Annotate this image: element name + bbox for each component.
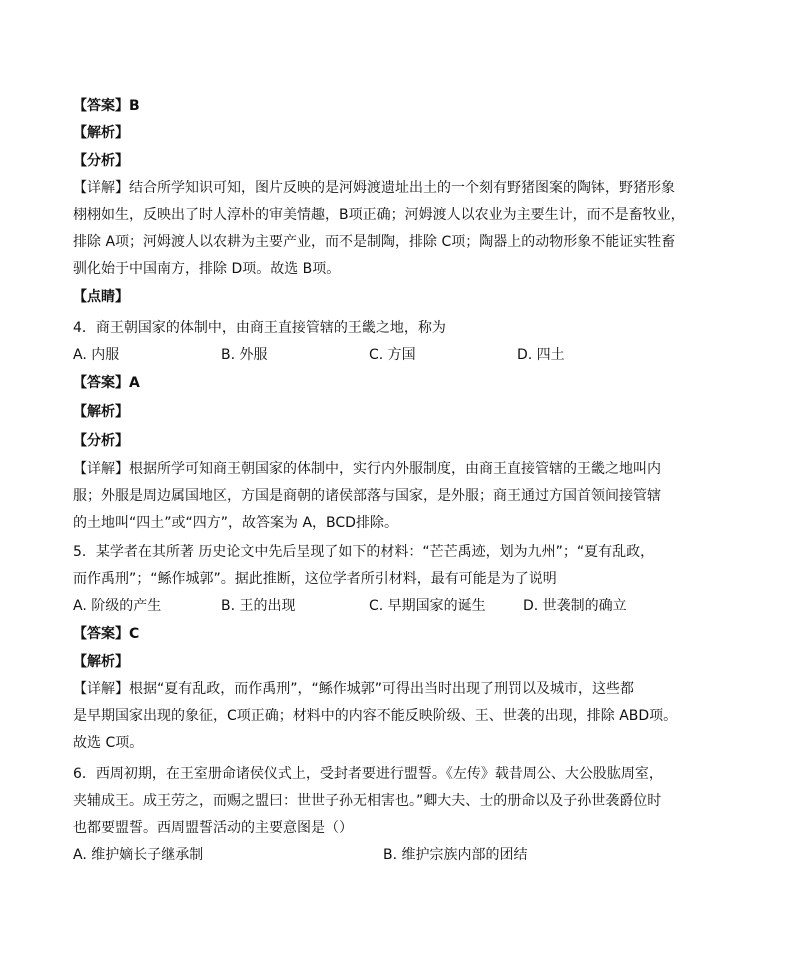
q4-answer: 【答案】A — [73, 375, 140, 391]
q5-stem-line: 而作禹刑”；“鲧作城郭”。据此推断，这位学者所引材料，最有可能是为了说明 — [73, 571, 557, 587]
q3-dianjing-heading: 【点睛】 — [73, 289, 129, 305]
q4-detail-line: 的土地叫“四土”或“四方”，故答案为 A，BCD排除。 — [73, 515, 398, 531]
q5-detail-line: 是早期国家出现的象征，C项正确；材料中的内容不能反映阶级、王、世袭的出现，排除 ABD项。 — [73, 708, 678, 724]
q6-stem-line: 也都要盟誓。西周盟誓活动的主要意图是（） — [73, 820, 353, 836]
q6-stem-line: 6．西周初期，在王室册命诸侯仪式上，受封者要进行盟誓。《左传》载昔周公、大公股肱周室， — [73, 766, 663, 782]
q4-option-d: D. 四土 — [517, 347, 565, 363]
q3-detail-line: 【详解】结合所学知识可知，图片反映的是河姆渡遗址出土的一个刻有野猪图案的陶钵，野猪形象 — [73, 180, 675, 196]
q3-detail-line: 栩栩如生，反映出了时人淳朴的审美情趣，B项正确；河姆渡人以农业为主要生计，而不是畜牧业， — [73, 207, 685, 223]
q5-detail-line: 故选 C项。 — [73, 735, 144, 751]
q5-answer: 【答案】C — [73, 626, 140, 642]
q6-option-a: A. 维护嫡长子继承制 — [73, 847, 204, 863]
q3-detail-line: 排除 A项；河姆渡人以农耕为主要产业，而不是制陶，排除 C项；陶器上的动物形象不能证实牲畜 — [73, 234, 676, 250]
q3-answer: 【答案】B — [73, 98, 140, 114]
q5-detail-line: 【详解】根据“夏有乱政，而作禹刑”，“鲧作城郭”可得出当时出现了刑罚以及城市，这些都 — [73, 681, 635, 697]
q4-option-b: B. 外服 — [221, 347, 268, 363]
q4-detail-line: 【详解】根据所学可知商王朝国家的体制中，实行内外服制度，由商王直接管辖的王畿之地叫内 — [73, 461, 661, 477]
q6-option-b: B. 维护宗族内部的团结 — [383, 847, 528, 863]
q4-fenxi-heading: 【分析】 — [73, 433, 129, 449]
q5-option-a: A. 阶级的产生 — [73, 598, 162, 614]
q5-analysis-heading: 【解析】 — [73, 654, 129, 670]
q5-option-c: C. 早期国家的诞生 — [369, 598, 486, 614]
q4-detail-line: 服；外服是周边属国地区，方国是商朝的诸侯部落与国家，是外服；商王通过方国首领间接管辖 — [73, 488, 661, 504]
q4-analysis-heading: 【解析】 — [73, 404, 129, 420]
q5-option-d: D. 世袭制的确立 — [523, 598, 627, 614]
q6-stem-line: 夹辅成王。成王劳之，而赐之盟曰：世世子孙无相害也。”卿大夫、士的册命以及子孙世袭爵位时 — [73, 793, 662, 809]
q5-stem-line: 5．某学者在其所著 历史论文中先后呈现了如下的材料：“芒芒禹迹，划为九州”；“夏有乱政， — [73, 544, 655, 560]
q3-fenxi-heading: 【分析】 — [73, 153, 129, 169]
q4-option-a: A. 内服 — [73, 347, 120, 363]
q5-option-b: B. 王的出现 — [221, 598, 296, 614]
q4-option-c: C. 方国 — [369, 347, 416, 363]
q3-analysis-heading: 【解析】 — [73, 125, 129, 141]
q4-stem: 4．商王朝国家的体制中，由商王直接管辖的王畿之地，称为 — [73, 320, 446, 336]
q3-detail-line: 驯化始于中国南方，排除 D项。故选 B项。 — [73, 261, 341, 277]
